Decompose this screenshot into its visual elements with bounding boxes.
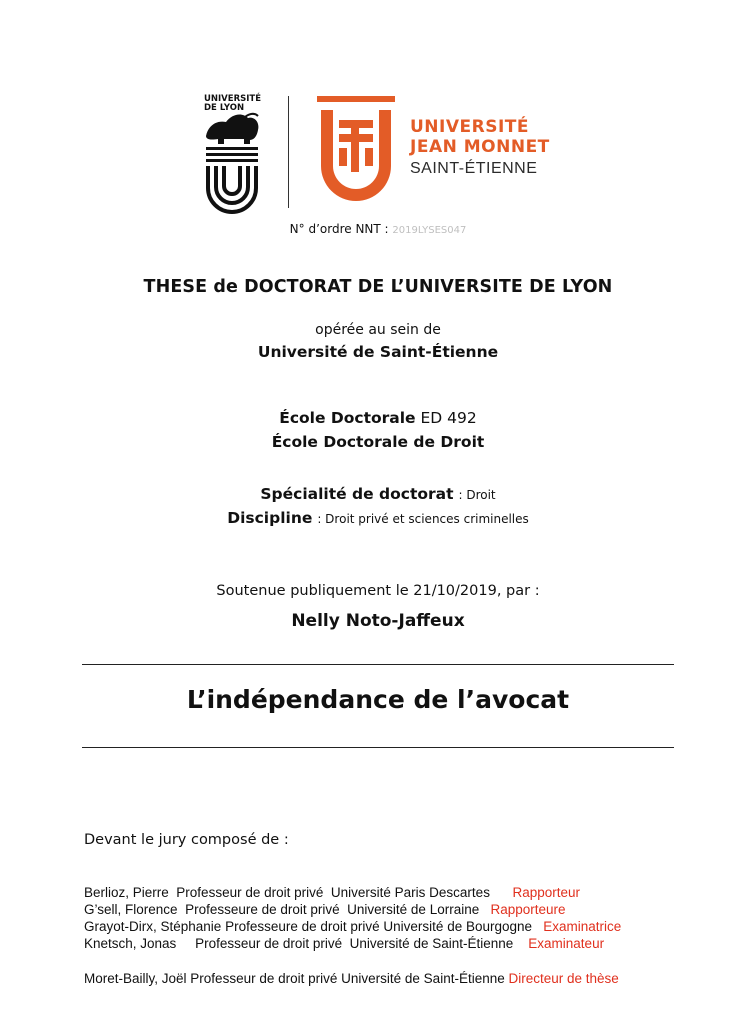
jury-member-position: Professeur de droit privé bbox=[190, 971, 338, 986]
ujm-name-line-1: UNIVERSITÉ bbox=[410, 117, 529, 137]
soutenue-text: Soutenue publiquement le 21/10/2019, par : bbox=[216, 583, 540, 599]
jury-member-institution: Université de Saint-Étienne bbox=[349, 936, 514, 951]
discipline-value: : Droit privé et sciences criminelles bbox=[317, 512, 529, 526]
jury-member-row bbox=[84, 885, 580, 900]
discipline-line bbox=[0, 509, 756, 527]
lyon-logo-text-1: UNIVERSITÉ bbox=[204, 94, 261, 104]
jury-member-name: Knetsch, Jonas bbox=[84, 936, 177, 951]
ujm-name-line-2: JEAN MONNET bbox=[410, 137, 550, 157]
ecole-name: École Doctorale de Droit bbox=[271, 433, 485, 451]
title-rule-top bbox=[82, 664, 674, 665]
ujm-name-line-3: SAINT-ÉTIENNE bbox=[410, 160, 538, 177]
ecole-doctorale-line bbox=[0, 409, 756, 427]
jury-member-name: Grayot-Dirx, Stéphanie bbox=[84, 919, 222, 934]
jury-member-institution: Université Paris Descartes bbox=[330, 885, 490, 900]
jury-member-role: Examinatrice bbox=[543, 919, 622, 934]
thesis-heading: THESE de DOCTORAT DE L’UNIVERSITE DE LYON bbox=[143, 277, 613, 297]
jury-member-position: Professeure de droit privé bbox=[225, 919, 380, 934]
university-name: Université de Saint-Étienne bbox=[257, 343, 499, 361]
jury-member-role: Rapporteur bbox=[512, 885, 580, 900]
jury-member-name: G’sell, Florence bbox=[84, 902, 178, 917]
specialite-label: Spécialité de doctorat bbox=[260, 485, 454, 503]
jury-intro: Devant le jury composé de : bbox=[84, 832, 289, 848]
lyon-logo-text-2: DE LYON bbox=[204, 103, 245, 113]
jury-member-position: Professeur de droit privé bbox=[195, 936, 343, 951]
jury-member-row bbox=[84, 936, 604, 951]
jury-member-row bbox=[84, 971, 619, 986]
jury-member-name: Berlioz, Pierre bbox=[84, 885, 169, 900]
jury-member-position: Professeure de droit privé bbox=[185, 902, 340, 917]
specialite-line bbox=[0, 485, 756, 503]
ecole-label: École Doctorale bbox=[279, 409, 416, 427]
jury-member-role: Examinateur bbox=[528, 936, 605, 951]
nnt-line bbox=[0, 222, 756, 236]
nnt-label: N° d’ordre NNT : bbox=[289, 222, 389, 236]
logo-divider bbox=[288, 96, 289, 208]
universite-de-lyon-logo bbox=[200, 92, 264, 214]
ujm-logo-mark bbox=[317, 96, 395, 208]
jury-member-institution: Université de Saint-Étienne bbox=[341, 971, 505, 986]
specialite-value: : Droit bbox=[458, 488, 496, 502]
jury-member-position: Professeur de droit privé bbox=[176, 885, 324, 900]
operee-text: opérée au sein de bbox=[315, 322, 441, 338]
jury-member-institution: Université de Bourgogne bbox=[383, 919, 533, 934]
jury-member-role: Directeur de thèse bbox=[508, 971, 619, 986]
jury-member-row bbox=[84, 919, 621, 934]
jury-member-name: Moret-Bailly, Joël bbox=[84, 971, 187, 986]
jury-member-role: Rapporteure bbox=[490, 902, 566, 917]
discipline-label: Discipline bbox=[227, 509, 313, 527]
nnt-value: 2019LYSES047 bbox=[392, 225, 467, 236]
title-rule-bottom bbox=[82, 747, 674, 748]
author-name: Nelly Noto-Jaffeux bbox=[291, 611, 465, 631]
jury-member-row bbox=[84, 902, 566, 917]
ecole-number: ED 492 bbox=[420, 409, 477, 427]
jury-member-institution: Université de Lorraine bbox=[347, 902, 480, 917]
thesis-title: L’indépendance de l’avocat bbox=[186, 685, 570, 714]
